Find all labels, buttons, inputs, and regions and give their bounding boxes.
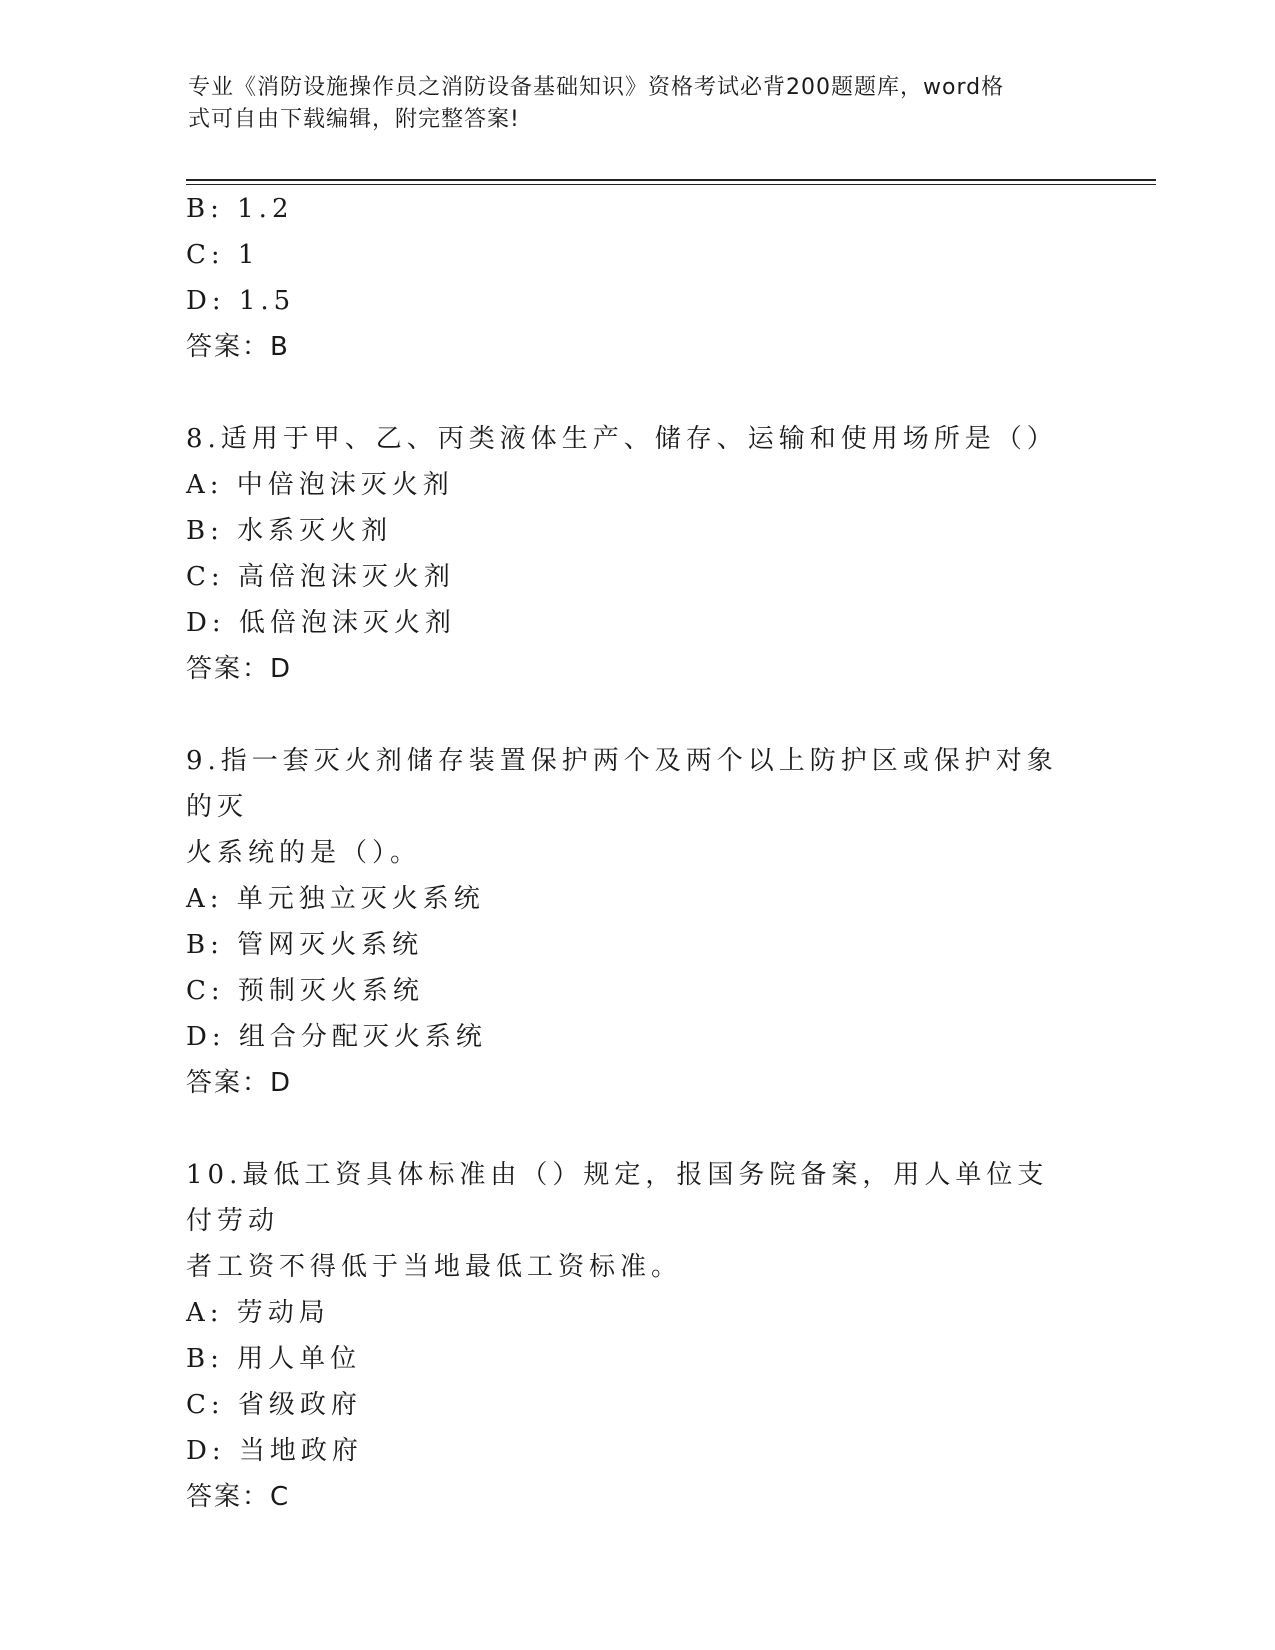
option-b: B: 水系灭火剂 (186, 516, 393, 546)
answer-line: 答案：B (186, 332, 290, 362)
document-body (186, 186, 1086, 1520)
document-header (188, 72, 1068, 136)
question-text-line-1: 10.最低工资具体标准由（）规定，报国务院备案，用人单位支付劳动 (186, 1160, 1049, 1236)
option-c: C: 高倍泡沫灭火剂 (186, 562, 455, 592)
option-d: D: 1.5 (186, 286, 296, 316)
question-block-10 (186, 1152, 1086, 1520)
header-divider-thick (186, 179, 1156, 181)
answer-line: 答案：D (186, 654, 293, 684)
question-text-line-2: 者工资不得低于当地最低工资标准。 (186, 1252, 683, 1282)
spacer (186, 1106, 1086, 1152)
spacer (186, 692, 1086, 738)
option-d: D: 当地政府 (186, 1436, 363, 1466)
answer-line: 答案：D (186, 1068, 293, 1098)
question-text: 8.适用于甲、乙、丙类液体生产、储存、运输和使用场所是（） (186, 424, 1058, 454)
question-block-9 (186, 738, 1086, 1106)
option-b: B: 1.2 (186, 194, 294, 224)
option-b: B: 管网灭火系统 (186, 930, 424, 960)
question-block-7 (186, 186, 1086, 370)
option-a: A: 中倍泡沫灭火剂 (186, 470, 454, 500)
spacer (186, 370, 1086, 416)
header-line-2: 式可自由下载编辑，附完整答案! (188, 107, 520, 132)
option-c: C: 预制灭火系统 (186, 976, 424, 1006)
question-block-8 (186, 416, 1086, 692)
option-c: C: 省级政府 (186, 1390, 362, 1420)
question-text-line-2: 火系统的是（）。 (186, 838, 422, 868)
answer-line: 答案：C (186, 1482, 291, 1512)
header-line-1: 专业《消防设施操作员之消防设备基础知识》资格考试必背200题题库，word格 (188, 75, 1005, 100)
option-c: C: 1 (186, 240, 260, 270)
option-a: A: 单元独立灭火系统 (186, 884, 485, 914)
header-divider-thin (186, 184, 1156, 185)
option-b: B: 用人单位 (186, 1344, 362, 1374)
option-a: A: 劳动局 (186, 1298, 330, 1328)
option-d: D: 低倍泡沫灭火剂 (186, 608, 456, 638)
option-d: D: 组合分配灭火系统 (186, 1022, 487, 1052)
question-text-line-1: 9.指一套灭火剂储存装置保护两个及两个以上防护区或保护对象的灭 (186, 746, 1058, 822)
